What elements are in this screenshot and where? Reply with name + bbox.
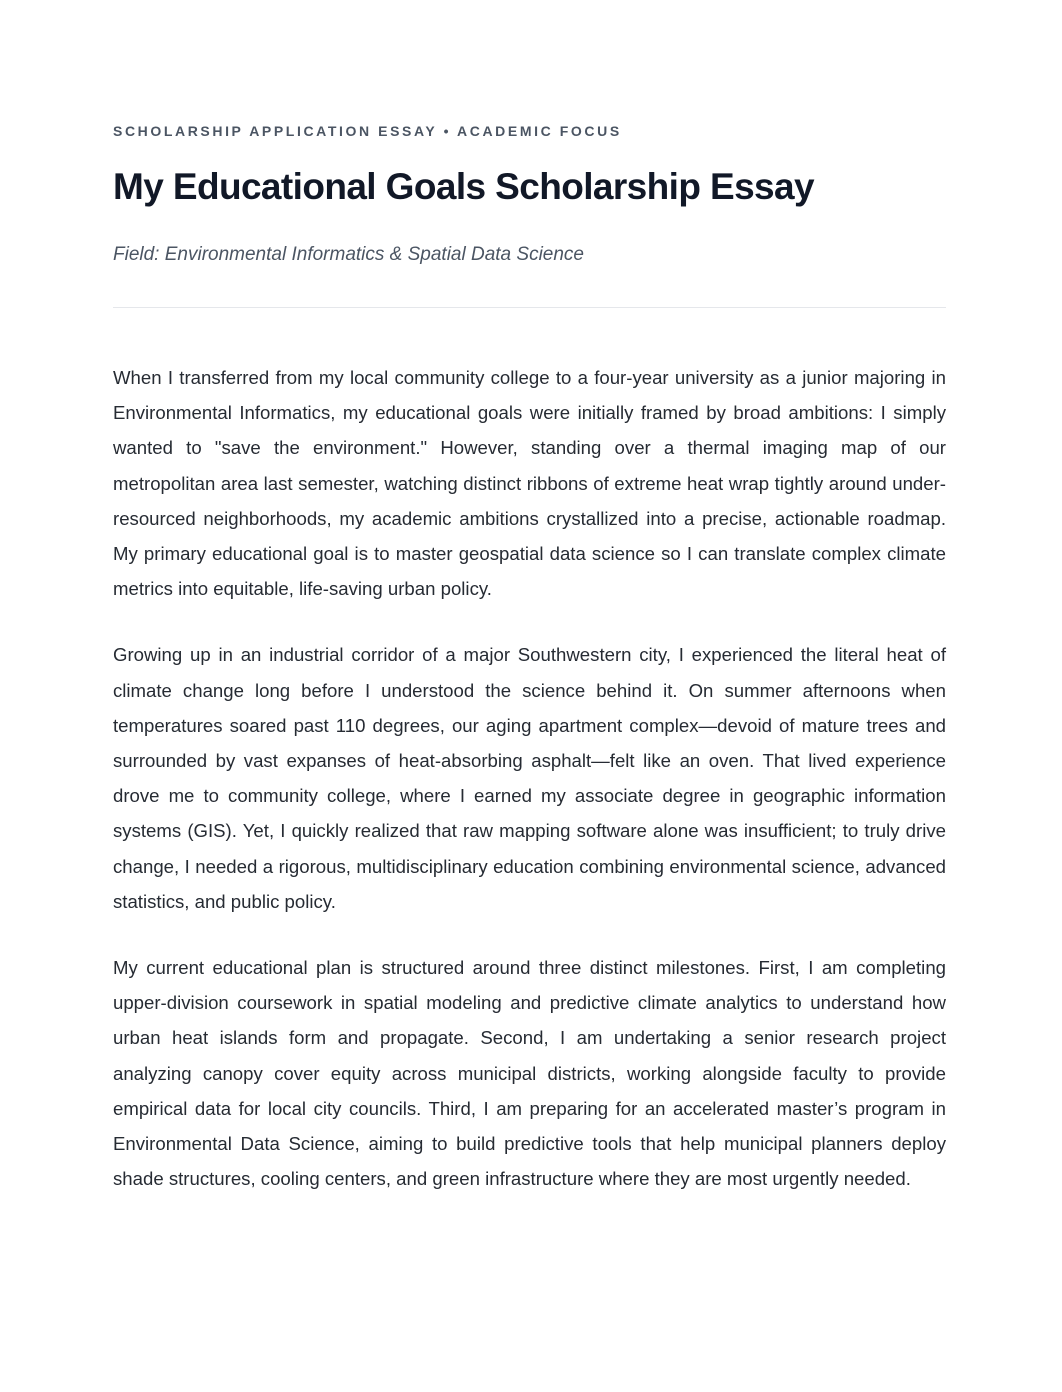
- essay-paragraph-2: Growing up in an industrial corridor of a major Southwestern city, I experienced the literal heat of climate change long before I understood the science behind it. On summer afternoons when temperatures soared past 110 degrees, our aging apartment complex—devoid of mature trees and surrounded by vast expanses of heat-absorbing asphalt—felt like an oven. That lived experience drove me to community college, where I earned my associate degree in geographic information systems (GIS). Yet, I quickly realized that raw mapping software alone was insufficient; to truly drive change, I needed a rigorous, multidisciplinary education combining environmental science, advanced statistics, and public policy.: [113, 644, 946, 912]
- field-subtitle: Field: Environmental Informatics & Spatial Data Science: [113, 244, 584, 265]
- eyebrow-label: SCHOLARSHIP APPLICATION ESSAY • ACADEMIC FOCUS: [113, 123, 622, 139]
- essay-paragraph-1: When I transferred from my local community college to a four-year university as a junior majoring in Environmental Informatics, my educational goals were initially framed by broad ambitions: I simply wanted to "save the environment." However, standing over a thermal imaging map of our metropolitan area last semester, watching distinct ribbons of extreme heat wrap tightly around under-resourced neighborhoods, my academic ambitions crystallized into a precise, actionable roadmap. My primary educational goal is to master geospatial data science so I can translate complex climate metrics into equitable, life-saving urban policy.: [113, 367, 946, 600]
- header-divider: [113, 307, 946, 308]
- essay-paragraph-3: My current educational plan is structured around three distinct milestones. First, I am completing upper-division coursework in spatial modeling and predictive climate analytics to understand how urban heat islands form and propagate. Second, I am undertaking a senior research project analyzing canopy cover equity across municipal districts, working alongside faculty to provide empirical data for local city councils. Third, I am preparing for an accelerated master’s program in Environmental Data Science, aiming to build predictive tools that help municipal planners deploy shade structures, cooling centers, and green infrastructure where they are most urgently needed.: [113, 957, 946, 1190]
- essay-body: [113, 360, 946, 1227]
- page-title: My Educational Goals Scholarship Essay: [113, 166, 814, 207]
